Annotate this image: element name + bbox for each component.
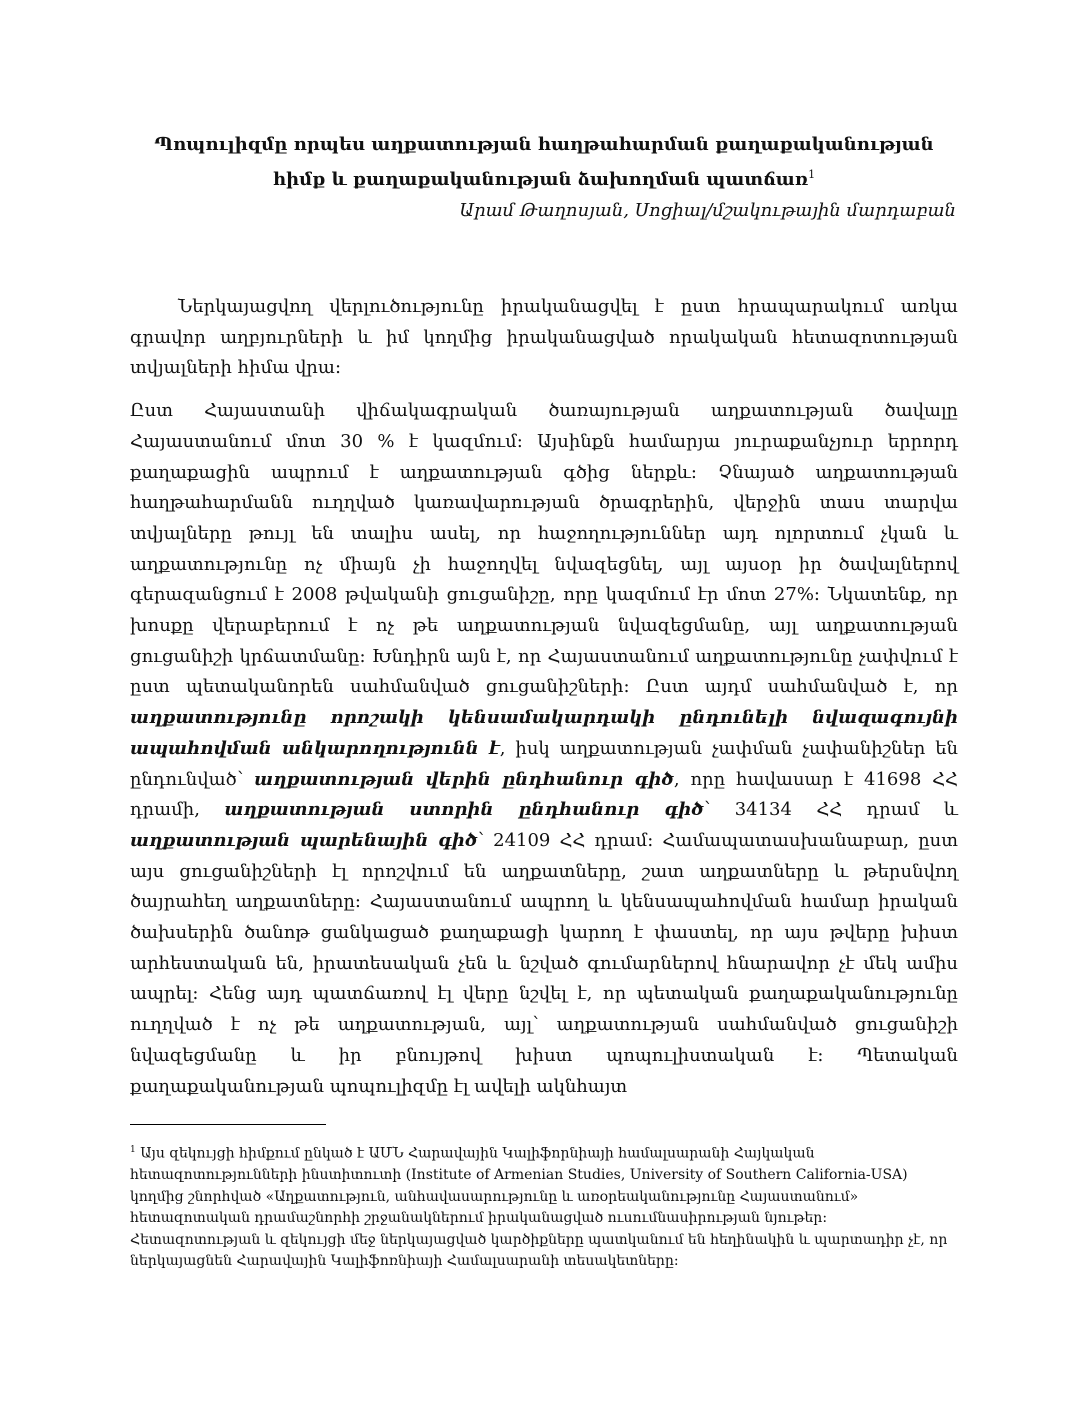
upper-poverty-line: աղքատության վերին ընդհանուր գիծ xyxy=(254,768,674,790)
paragraph-main-text-4: ՝ 34134 ՀՀ դրամ և xyxy=(703,799,958,821)
paragraph-main-text: Ըստ Հայաստանի վիճակագրական ծառայության աղքատության ծավալը Հայաստանում մոտ 30 % է կազմում: Այսինքն համարյա յուրաքանչյուր երրորդ քաղաքացին ապրում է աղքատության գծից ներքև: Չնայած աղքատության հաղթահարմանն ուղղված կառավարության ծրագրերին, վերջին տաս տարվա տվյալները թույլ են տալիս ասել, որ հաջողություններ այդ ոլորտում չկան և աղքատությունը ոչ միայն չի հաջողվել նվազեցնել, այլ այսօր իր ծավալներով գերազանցում է 2008 թվականի ցուցանիշը, որը կազմում էր մոտ 27%: Նկատենք, որ խոսքը վերաբերում է ոչ թե աղքատության նվազեցմանը, այլ աղքատության ցուցանիշի կրճատմանը: Խնդիրն այն է, որ Հայաստանում աղքատությունը չափվում է ըստ պետականորեն սահմանված ցուցանիշների: Ըստ այդմ սահմանված է, որ xyxy=(130,400,958,698)
author-line: Արամ Թաղոսյան, Սոցիալ/մշակութային մարդաբան xyxy=(459,200,956,221)
title-footnote-mark[interactable]: 1 xyxy=(808,168,816,181)
paragraph-main xyxy=(130,396,958,1102)
footnote xyxy=(130,1140,958,1273)
footnote-separator xyxy=(130,1124,326,1125)
footnote-text: Այս զեկույցի հիմքում ընկած է ԱՄՆ Հարավային Կալիֆորնիայի համալսարանի Հայկական հետազոտությունների ինստիտուտի (Institute of Armenian Studies, University of Southern California-USA) կողմից շնորհված «Աղքատություն, անհավասարությունը և առօրեականությունը Հայաստանում» հետազոտական դրամաշնորհի շրջանակներում իրականացված ուսումնասիրության նյութեր: Հետազոտության և զեկույցի մեջ ներկայացված կարծիքները պատկանում են հեղինակին և պարտադիր չէ, որ ներկայացնեն Հարավային Կալիֆոռնիայի Համալսարանի տեսակետները: xyxy=(130,1145,948,1270)
title-text: Պոպուլիզմը որպես աղքատության հաղթահարման քաղաքականության հիմք և քաղաքականության ձախողման պատճառ xyxy=(154,134,934,190)
document-title xyxy=(130,130,958,195)
body-text xyxy=(130,292,958,1114)
paragraph-main-text-3: , որը հավասար է 41698 ՀՀ դրամի, xyxy=(130,768,959,821)
food-poverty-line: աղքատության պարենային գիծ xyxy=(130,829,478,851)
paragraph-main-text-5: ՝ 24109 ՀՀ դրամ: Համապատասխանաբար, ըստ այս ցուցանիշների էլ որոշվում են աղքատները, շատ աղքատները և թերսնվող ծայրահեղ աղքատները: Հայաստանում ապրող և կենսապահովման համար իրական ծախսերին ծանոթ ցանկացած քաղաքացի կարող է փաստել, որ այս թվերը խիստ արհեստական են, իրատեսական չեն և նշված գումարներով հնարավոր չէ մեկ ամիս ապրել: Հենց այդ պատճառով էլ վերը նշվել է, որ պետական քաղաքականությունը ուղղված է ոչ թե աղքատության, այլ՝ աղքատության սահմանված ցուցանիշի նվազեցմանը և իր բնույթով խիստ պոպուլիստական է: Պետական քաղաքականության պոպուլիզմը էլ ավելի ակնհայտ xyxy=(130,829,959,1097)
paragraph-main-text-2: , իսկ աղքատության չափման չափանիշներ են ընդունված՝ xyxy=(130,737,959,790)
footnote-mark: 1 xyxy=(130,1145,136,1155)
poverty-definition: աղքատությունը որոշակի կենսամակարդակի ընդունելի նվազագույնի ապահովման անկարողությունն է xyxy=(130,707,958,759)
lower-poverty-line: աղքատության ստորին ընդհանուր գիծ xyxy=(224,799,704,821)
paragraph-intro: Ներկայացվող վերլուծությունը իրականացվել է ըստ հրապարակում առկա գրավոր աղբյուրների և իմ կողմից իրականացված որակական հետազոտության տվյալների հիմա վրա: xyxy=(130,296,958,379)
